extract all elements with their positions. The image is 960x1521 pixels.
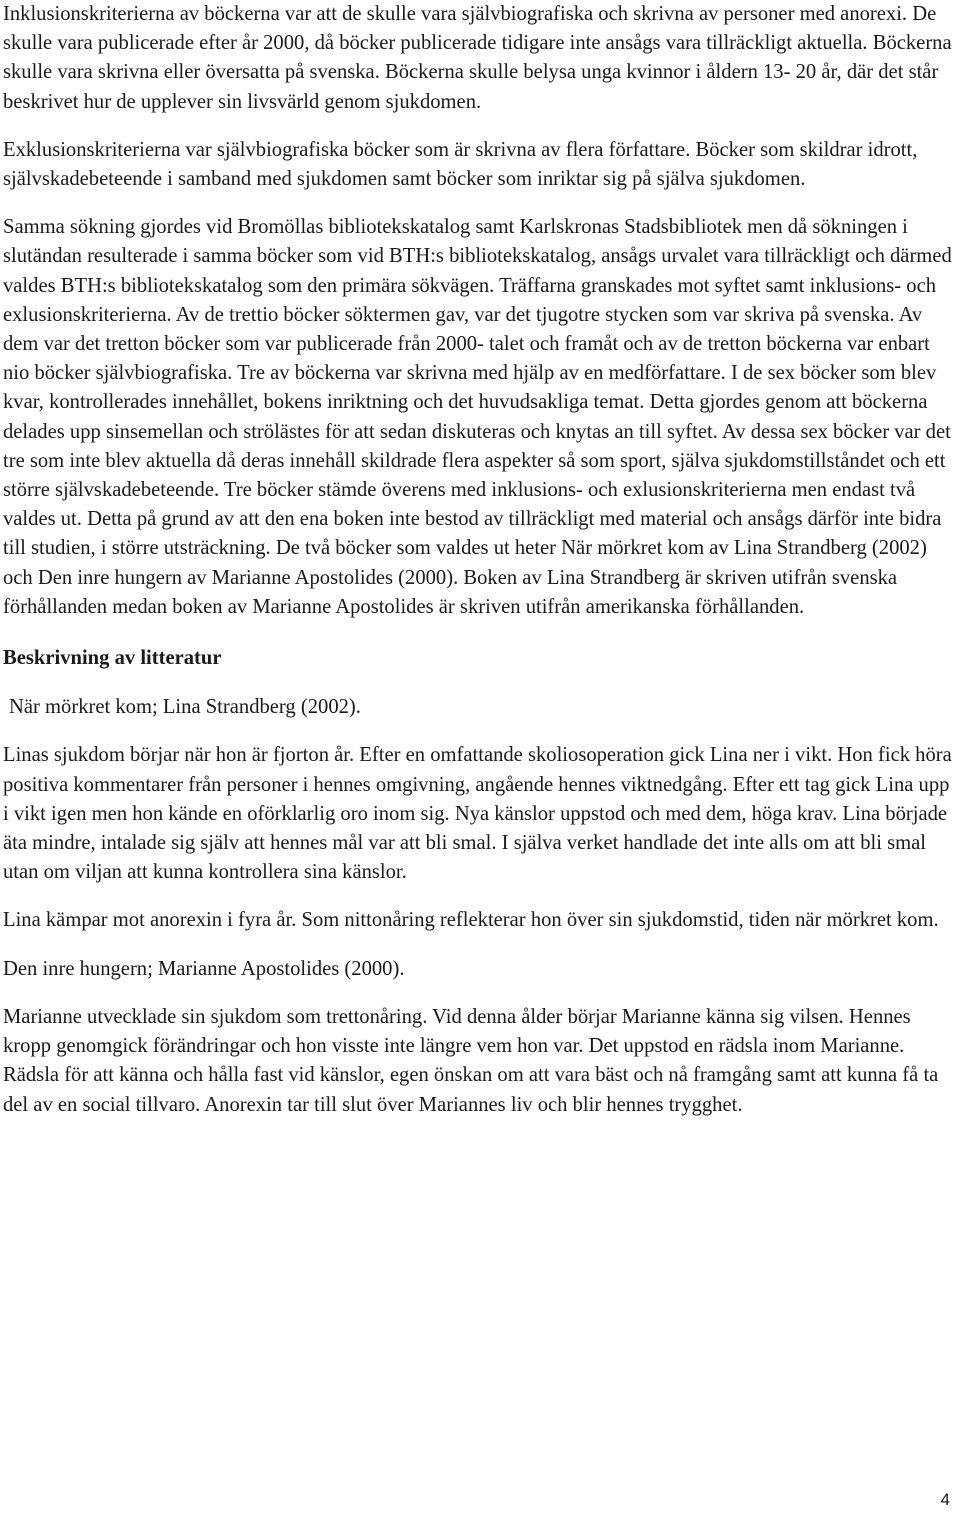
book1-closing: Lina kämpar mot anorexin i fyra år. Som nittonåring reflekterar hon över sin sjukdomstid, tiden när mörkret kom. (3, 909, 939, 932)
book1-summary: Linas sjukdom börjar när hon är fjorton år. Efter en omfattande skoliosoperation gick Lina ner i vikt. Hon fick höra positiva kommentarer från personer i hennes omgivning, angående hennes viktnedgång. Efter ett tag gick Lina upp i vikt igen men hon kände en oförklarlig oro inom sig. Nya känslor uppstod och med dem, höga krav. Lina började äta mindre, intalade sig själv att hennes mål var att bli smal. I själva verket handlade det inte alls om att bli smal utan om viljan att kunna kontrollera sina känslor. (3, 744, 952, 884)
document-page (3, 0, 958, 1120)
book2-title: Den inre hungern; Marianne Apostolides (2000). (3, 957, 405, 980)
paragraph-inclusion-criteria: Inklusionskriterierna av böckerna var att de skulle vara självbiografiska och skrivna av personer med anorexi. De skulle vara publicerade efter år 2000, då böcker publicerade tidigare inte ansågs vara tillräckligt aktuella. Böckerna skulle vara skrivna eller översatta på svenska. Böckerna skulle belysa unga kvinnor i åldern 13- 20 år, där det står beskrivet hur de upplever sin livsvärld genom sjukdomen. (3, 3, 952, 113)
book2-summary: Marianne utvecklade sin sjukdom som trettonåring. Vid denna ålder börjar Marianne känna sig vilsen. Hennes kropp genomgick förändringar och hon visste inte längre vem hon var. Det uppstod en rädsla inom Marianne. Rädsla för att känna och hålla fast vid känslor, egen önskan om att vara bäst och nå framgång samt att kunna få ta del av en social tillvaro. Anorexin tar till slut över Mariannes liv och blir hennes trygghet. (3, 1005, 939, 1116)
book1-title: När mörkret kom; Lina Strandberg (2002). (9, 696, 361, 719)
page-number: 4 (940, 1490, 950, 1509)
paragraph-search-method: Samma sökning gjordes vid Bromöllas bibliotekskatalog samt Karlskronas Stadsbibliotek men då sökningen i slutändan resulterade i samma böcker som vid BTH:s bibliotekskatalog, ansågs urvalet vara tillräckligt och därmed valdes BTH:s bibliotekskatalog som den primära sökvägen. Träffarna granskades mot syftet samt inklusions- och exlusionskriterierna. Av de trettio böcker söktermen gav, var det tjugotre stycken som var skriva på svenska. Av dem var det tretton böcker som var publicerade från 2000- talet och framåt och av de tretton böckerna var enbart nio böcker självbiografiska. Tre av böckerna var skrivna med hjälp av en medförfattare. I de sex böcker som blev kvar, kontrollerades innehållet, bokens inriktning och det huvudsakliga temat. Detta gjordes genom att böckerna delades upp sinsemellan och strölästes för att sedan diskuteras och knytas an till syftet. Av dessa sex böcker var det tre som inte blev aktuella då deras innehåll skildrade flera aspekter så som sport, själva sjukdomstillståndet och ett större självskadebeteende. Tre böcker stämde överens med inklusions- och exlusionskriterierna men endast två valdes ut. Detta på grund av att den ena boken inte bestod av tillräckligt med material och ansågs därför inte bidra till studien, i större utsträckning. De två böcker som valdes ut heter När mörkret kom av Lina Strandberg (2002) och Den inre hungern av Marianne Apostolides (2000). Boken av Lina Strandberg är skriven utifrån svenska förhållanden medan boken av Marianne Apostolides är skriven utifrån amerikanska förhållanden. (3, 216, 952, 618)
section-heading: Beskrivning av litteratur (3, 647, 222, 670)
paragraph-exclusion-criteria: Exklusionskriterierna var självbiografiska böcker som är skrivna av flera författare. Böcker som skildrar idrott, självskadebeteende i samband med sjukdomen samt böcker som inriktar sig på själva sjukdomen. (3, 138, 918, 191)
